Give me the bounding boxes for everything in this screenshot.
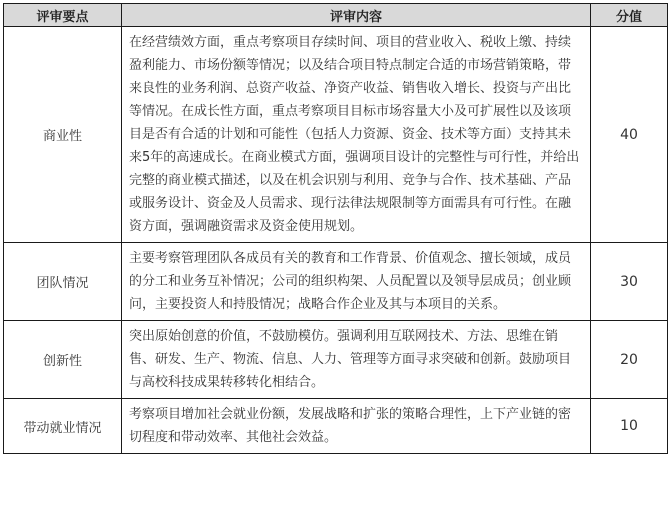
row-point: 带动就业情况 bbox=[4, 399, 122, 454]
table-row bbox=[4, 321, 668, 399]
row-score: 30 bbox=[591, 243, 668, 321]
table-body bbox=[4, 27, 668, 454]
row-score: 40 bbox=[591, 27, 668, 243]
header-score: 分值 bbox=[591, 4, 668, 27]
row-content: 在经营绩效方面，重点考察项目存续时间、项目的营业收入、税收上缴、持续盈利能力、市场份额等情况；以及结合项目特点制定合适的市场营销策略，带来良性的业务利润、总资产收益、净资产收益、销售收入增长、投资与产出比等情况。在成长性方面，重点考察项目目标市场容量大小及可扩展性以及该项目是否有合适的计划和可能性（包括人力资源、资金、技术等方面）支持其未来5年的高速成长。在商业模式方面，强调项目设计的完整性与可行性，并给出完整的商业模式描述，以及在机会识别与利用、竞争与合作、技术基础、产品或服务设计、资金及人员需求、现行法律法规限制等方面需具有可行性。在融资方面，强调融资需求及资金使用规划。 bbox=[122, 27, 591, 243]
header-content: 评审内容 bbox=[122, 4, 591, 27]
row-content: 突出原始创意的价值，不鼓励模仿。强调利用互联网技术、方法、思维在销售、研发、生产、物流、信息、人力、管理等方面寻求突破和创新。鼓励项目与高校科技成果转移转化相结合。 bbox=[122, 321, 591, 399]
table-row bbox=[4, 243, 668, 321]
row-content: 考察项目增加社会就业份额，发展战略和扩张的策略合理性，上下产业链的密切程度和带动效率、其他社会效益。 bbox=[122, 399, 591, 454]
header-row bbox=[4, 4, 668, 27]
table-row bbox=[4, 399, 668, 454]
row-score: 20 bbox=[591, 321, 668, 399]
row-point: 商业性 bbox=[4, 27, 122, 243]
table-row bbox=[4, 27, 668, 243]
row-score: 10 bbox=[591, 399, 668, 454]
table-header bbox=[4, 4, 668, 27]
row-content: 主要考察管理团队各成员有关的教育和工作背景、价值观念、擅长领域，成员的分工和业务互补情况；公司的组织构架、人员配置以及领导层成员；创业顾问，主要投资人和持股情况；战略合作企业及其与本项目的关系。 bbox=[122, 243, 591, 321]
row-point: 创新性 bbox=[4, 321, 122, 399]
header-point: 评审要点 bbox=[4, 4, 122, 27]
row-point: 团队情况 bbox=[4, 243, 122, 321]
evaluation-table bbox=[3, 3, 668, 454]
